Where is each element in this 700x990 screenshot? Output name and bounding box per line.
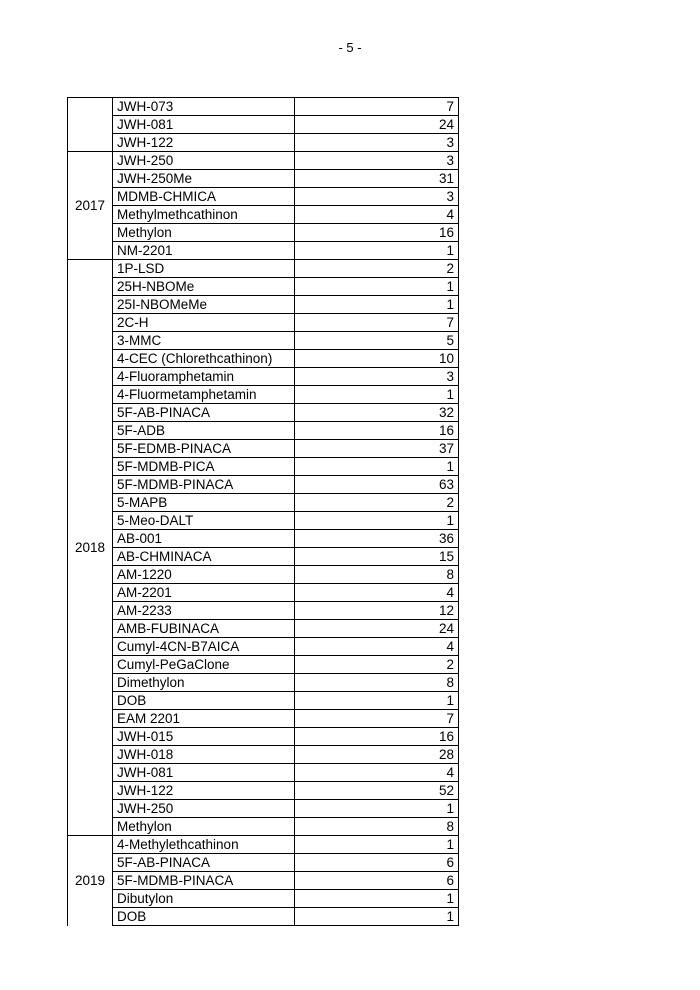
- substance-cell: AB-001: [113, 530, 295, 548]
- substance-cell: 2C-H: [113, 314, 295, 332]
- table-row: [68, 368, 459, 386]
- substance-cell: DOB: [113, 908, 295, 926]
- table-row: [68, 764, 459, 782]
- count-cell: 6: [295, 854, 459, 872]
- table-row: [68, 566, 459, 584]
- count-cell: 1: [295, 890, 459, 908]
- substance-cell: 5F-AB-PINACA: [113, 404, 295, 422]
- substance-cell: JWH-081: [113, 116, 295, 134]
- substance-cell: 3-MMC: [113, 332, 295, 350]
- count-cell: 4: [295, 584, 459, 602]
- count-cell: 1: [295, 296, 459, 314]
- count-cell: 1: [295, 512, 459, 530]
- count-cell: 1: [295, 458, 459, 476]
- substance-cell: JWH-250: [113, 152, 295, 170]
- count-cell: 12: [295, 602, 459, 620]
- table-row: [68, 800, 459, 818]
- count-cell: 3: [295, 368, 459, 386]
- table-row: [68, 206, 459, 224]
- substance-cell: 5-MAPB: [113, 494, 295, 512]
- substance-cell: 5F-ADB: [113, 422, 295, 440]
- count-cell: 16: [295, 728, 459, 746]
- table-row: [68, 476, 459, 494]
- substance-cell: AM-1220: [113, 566, 295, 584]
- page-number: - 5 -: [338, 40, 362, 55]
- count-cell: 4: [295, 206, 459, 224]
- substance-cell: 5F-MDMB-PICA: [113, 458, 295, 476]
- table-body: [68, 98, 459, 926]
- table-row: [68, 242, 459, 260]
- substance-cell: Cumyl-PeGaClone: [113, 656, 295, 674]
- count-cell: 1: [295, 692, 459, 710]
- count-cell: 31: [295, 170, 459, 188]
- substance-cell: 5F-MDMB-PINACA: [113, 872, 295, 890]
- table-row: [68, 854, 459, 872]
- table-row: [68, 494, 459, 512]
- count-cell: 4: [295, 764, 459, 782]
- substance-cell: AM-2201: [113, 584, 295, 602]
- table-row: [68, 278, 459, 296]
- table-row: [68, 404, 459, 422]
- table-row: [68, 188, 459, 206]
- count-cell: 16: [295, 422, 459, 440]
- count-cell: 52: [295, 782, 459, 800]
- substance-cell: EAM 2201: [113, 710, 295, 728]
- table-row: [68, 638, 459, 656]
- count-cell: 24: [295, 116, 459, 134]
- table-row: [68, 314, 459, 332]
- count-cell: 1: [295, 278, 459, 296]
- count-cell: 10: [295, 350, 459, 368]
- table-row: [68, 872, 459, 890]
- substance-cell: 25H-NBOMe: [113, 278, 295, 296]
- count-cell: 3: [295, 188, 459, 206]
- substance-cell: 4-CEC (Chlorethcathinon): [113, 350, 295, 368]
- count-cell: 1: [295, 386, 459, 404]
- substance-cell: 5-Meo-DALT: [113, 512, 295, 530]
- substance-cell: JWH-073: [113, 98, 295, 116]
- table-row: [68, 530, 459, 548]
- table-row: [68, 458, 459, 476]
- substance-cell: Methylon: [113, 224, 295, 242]
- substance-cell: 5F-EDMB-PINACA: [113, 440, 295, 458]
- count-cell: 3: [295, 152, 459, 170]
- table-row: [68, 836, 459, 854]
- count-cell: 7: [295, 98, 459, 116]
- count-cell: 32: [295, 404, 459, 422]
- substance-cell: JWH-081: [113, 764, 295, 782]
- substance-cell: 4-Fluormetamphetamin: [113, 386, 295, 404]
- substance-cell: 25I-NBOMeMe: [113, 296, 295, 314]
- table-row: [68, 224, 459, 242]
- count-cell: 36: [295, 530, 459, 548]
- table-row: [68, 692, 459, 710]
- table-row: [68, 746, 459, 764]
- year-cell: [68, 98, 113, 152]
- count-cell: 24: [295, 620, 459, 638]
- count-cell: 1: [295, 908, 459, 926]
- substance-cell: Methylon: [113, 818, 295, 836]
- substance-cell: AMB-FUBINACA: [113, 620, 295, 638]
- table-row: [68, 440, 459, 458]
- count-cell: 2: [295, 494, 459, 512]
- substance-cell: 5F-AB-PINACA: [113, 854, 295, 872]
- substance-cell: JWH-250Me: [113, 170, 295, 188]
- table-row: [68, 908, 459, 926]
- count-cell: 8: [295, 818, 459, 836]
- substance-cell: AM-2233: [113, 602, 295, 620]
- table-row: [68, 818, 459, 836]
- year-cell: 2019: [68, 836, 113, 926]
- table-row: [68, 296, 459, 314]
- table-row: [68, 710, 459, 728]
- count-cell: 5: [295, 332, 459, 350]
- count-cell: 1: [295, 800, 459, 818]
- count-cell: 28: [295, 746, 459, 764]
- count-cell: 1: [295, 836, 459, 854]
- count-cell: 7: [295, 710, 459, 728]
- substance-cell: 1P-LSD: [113, 260, 295, 278]
- table-row: [68, 512, 459, 530]
- substance-cell: Dibutylon: [113, 890, 295, 908]
- count-cell: 8: [295, 674, 459, 692]
- table-row: [68, 170, 459, 188]
- table-row: [68, 620, 459, 638]
- table-row: [68, 584, 459, 602]
- table-row: [68, 548, 459, 566]
- count-cell: 6: [295, 872, 459, 890]
- table-row: [68, 728, 459, 746]
- substance-cell: JWH-122: [113, 782, 295, 800]
- table-row: [68, 350, 459, 368]
- substance-cell: JWH-122: [113, 134, 295, 152]
- table-row: [68, 422, 459, 440]
- table-row: [68, 152, 459, 170]
- substance-cell: 4-Methylethcathinon: [113, 836, 295, 854]
- substance-cell: Cumyl-4CN-B7AICA: [113, 638, 295, 656]
- count-cell: 16: [295, 224, 459, 242]
- table-row: [68, 98, 459, 116]
- table-row: [68, 890, 459, 908]
- year-cell: 2017: [68, 152, 113, 260]
- table-row: [68, 782, 459, 800]
- substance-cell: Dimethylon: [113, 674, 295, 692]
- table-row: [68, 116, 459, 134]
- count-cell: 2: [295, 656, 459, 674]
- substance-cell: JWH-015: [113, 728, 295, 746]
- table-row: [68, 332, 459, 350]
- year-cell: 2018: [68, 260, 113, 836]
- table-row: [68, 656, 459, 674]
- substance-cell: 5F-MDMB-PINACA: [113, 476, 295, 494]
- substance-cell: DOB: [113, 692, 295, 710]
- count-cell: 2: [295, 260, 459, 278]
- count-cell: 37: [295, 440, 459, 458]
- substance-cell: 4-Fluoramphetamin: [113, 368, 295, 386]
- count-cell: 8: [295, 566, 459, 584]
- substance-cell: JWH-018: [113, 746, 295, 764]
- count-cell: 4: [295, 638, 459, 656]
- count-cell: 3: [295, 134, 459, 152]
- table-row: [68, 674, 459, 692]
- count-cell: 1: [295, 242, 459, 260]
- substance-cell: JWH-250: [113, 800, 295, 818]
- substance-table: [67, 97, 459, 926]
- substance-cell: Methylmethcathinon: [113, 206, 295, 224]
- table-row: [68, 386, 459, 404]
- substance-cell: NM-2201: [113, 242, 295, 260]
- count-cell: 7: [295, 314, 459, 332]
- count-cell: 63: [295, 476, 459, 494]
- table-row: [68, 260, 459, 278]
- table-row: [68, 602, 459, 620]
- substance-cell: MDMB-CHMICA: [113, 188, 295, 206]
- count-cell: 15: [295, 548, 459, 566]
- substance-cell: AB-CHMINACA: [113, 548, 295, 566]
- table-row: [68, 134, 459, 152]
